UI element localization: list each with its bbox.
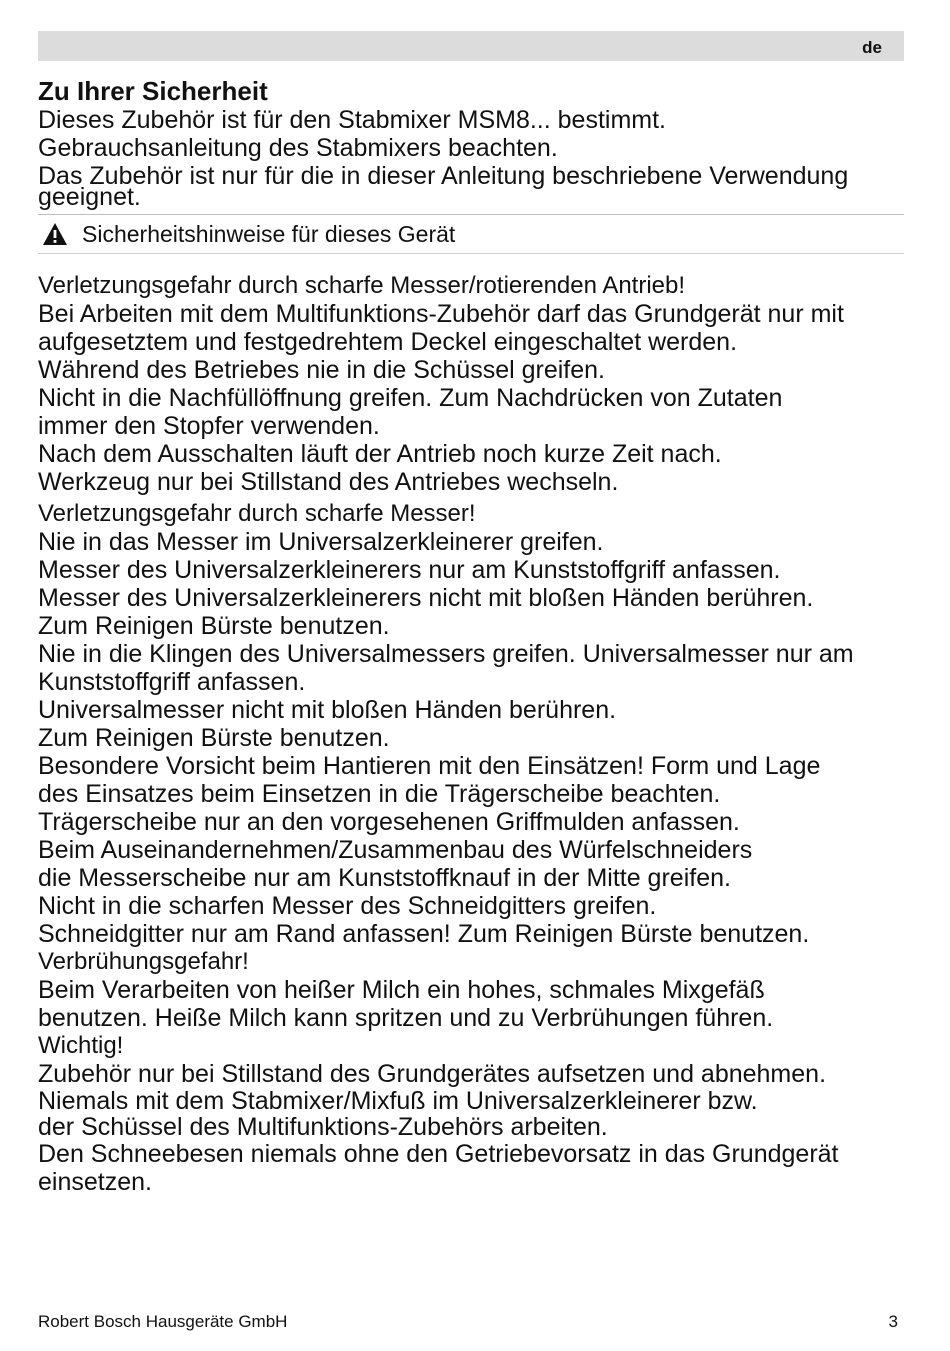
body-line: einsetzen. <box>38 1168 152 1196</box>
body-line: Niemals mit dem Stabmixer/Mixfuß im Universalzerkleinerer bzw. <box>38 1087 758 1115</box>
body-line: Bei Arbeiten mit dem Multifunktions-Zubehör darf das Grundgerät nur mit <box>38 300 844 328</box>
page-title: Zu Ihrer Sicherheit <box>38 76 268 106</box>
page-content <box>38 76 904 1196</box>
body-line: Messer des Universalzerkleinerers nicht mit bloßen Händen berühren. <box>38 584 814 612</box>
safety-heading <box>38 215 904 253</box>
body-line: Nicht in die scharfen Messer des Schneidgitters greifen. <box>38 892 657 920</box>
section-heading: Verbrühungsgefahr! <box>38 948 249 975</box>
warning-triangle-icon <box>42 222 68 246</box>
language-label: de <box>862 38 882 57</box>
body-line: Nach dem Ausschalten läuft der Antrieb noch kurze Zeit nach. <box>38 440 722 468</box>
body-line: Zubehör nur bei Stillstand des Grundgerätes aufsetzen und abnehmen. <box>38 1060 827 1088</box>
body-line: Universalmesser nicht mit bloßen Händen berühren. <box>38 696 617 724</box>
body-line: Beim Verarbeiten von heißer Milch ein hohes, schmales Mixgefäß <box>38 976 765 1004</box>
footer-page-number: 3 <box>888 1312 898 1331</box>
section-heading: Verletzungsgefahr durch scharfe Messer/rotierenden Antrieb! <box>38 272 686 299</box>
footer-company: Robert Bosch Hausgeräte GmbH <box>38 1312 288 1331</box>
body-line: Nie in das Messer im Universalzerkleinerer greifen. <box>38 528 604 556</box>
body-line: Den Schneebesen niemals ohne den Getriebevorsatz in das Grundgerät <box>38 1140 839 1168</box>
body-line: des Einsatzes beim Einsetzen in die Trägerscheibe beachten. <box>38 780 721 808</box>
intro-line: geeignet. <box>38 183 141 211</box>
section-heading: Wichtig! <box>38 1032 124 1059</box>
body-line: Werkzeug nur bei Stillstand des Antriebes wechseln. <box>38 468 619 496</box>
body-line: Trägerscheibe nur an den vorgesehenen Griffmulden anfassen. <box>38 808 740 836</box>
safety-heading-text: Sicherheitshinweise für dieses Gerät <box>82 220 456 247</box>
body-line: benutzen. Heiße Milch kann spritzen und zu Verbrühungen führen. <box>38 1004 774 1032</box>
body-line: Messer des Universalzerkleinerers nur am Kunststoffgriff anfassen. <box>38 556 781 584</box>
intro-line: Gebrauchsanleitung des Stabmixers beachten. <box>38 134 558 162</box>
intro-line: Dieses Zubehör ist für den Stabmixer MSM8... bestimmt. <box>38 106 666 134</box>
body-line: immer den Stopfer verwenden. <box>38 412 380 440</box>
body-line: Nicht in die Nachfüllöffnung greifen. Zum Nachdrücken von Zutaten <box>38 384 783 412</box>
body-line: Zum Reinigen Bürste benutzen. <box>38 612 390 640</box>
body-line: aufgesetztem und festgedrehtem Deckel eingeschaltet werden. <box>38 328 738 356</box>
body-line: die Messerscheibe nur am Kunststoffknauf in der Mitte greifen. <box>38 864 731 892</box>
body-line: Schneidgitter nur am Rand anfassen! Zum Reinigen Bürste benutzen. <box>38 920 810 948</box>
body-line: Besondere Vorsicht beim Hantieren mit den Einsätzen! Form und Lage <box>38 752 821 780</box>
body-line: Nie in die Klingen des Universalmessers greifen. Universalmesser nur am <box>38 640 854 668</box>
section-heading: Verletzungsgefahr durch scharfe Messer! <box>38 500 476 527</box>
body-line: Beim Auseinandernehmen/Zusammenbau des Würfelschneiders <box>38 836 753 864</box>
body-line: Kunststoffgriff anfassen. <box>38 668 306 696</box>
body-line: Zum Reinigen Bürste benutzen. <box>38 724 390 752</box>
intro-line: Das Zubehör ist nur für die in dieser Anleitung beschriebene Verwendung <box>38 162 849 190</box>
body-line: Während des Betriebes nie in die Schüssel greifen. <box>38 356 605 384</box>
body-line: der Schüssel des Multifunktions-Zubehörs arbeiten. <box>38 1113 608 1141</box>
language-bar <box>38 31 904 61</box>
